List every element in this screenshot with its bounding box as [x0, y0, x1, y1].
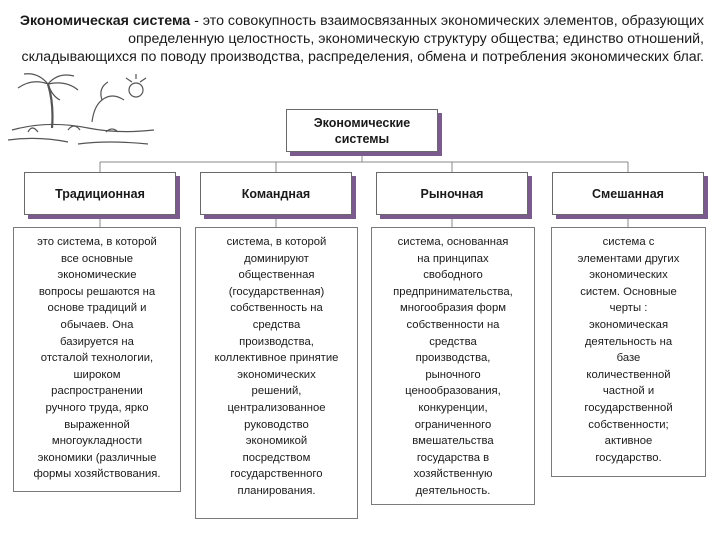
type-mixed-description: система с элементами других экономических систем. Основные черты : экономическая деятельность на базе количественной частной и государственной собственности; активное государство.	[551, 227, 706, 477]
definition-body: - это совокупность взаимосвязанных экономических элементов, образующих определенную целостность, экономическую структуру общества; единство отношений, складывающихся по поводу производства, распределения, обмена и потребления экономических благ.	[21, 13, 704, 65]
type-market-description: система, основанная на принципах свободного предпринимательства, многообразия форм собственности на средства производства, рыночного ценообразования, конкуренции, ограниченного вмешательства государства в хозяйственную деятельность.	[371, 227, 535, 505]
root-label-line2: системы	[334, 131, 390, 146]
type-traditional-header: Традиционная	[24, 172, 176, 215]
type-mixed-header: Смешанная	[552, 172, 704, 215]
root-label-line1: Экономические	[313, 115, 411, 130]
type-command-header: Командная	[200, 172, 352, 215]
type-market-header: Рыночная	[376, 172, 528, 215]
type-command-description: система, в которой доминируют общественная (государственная) собственность на средства производства, коллективное принятие экономических решений, централизованное руководство экономикой посредством государственного планирования.	[195, 227, 358, 519]
definition-term: Экономическая система	[19, 13, 191, 29]
root-node	[286, 109, 438, 152]
type-traditional-description: это система, в которой все основные экономические вопросы решаются на основе традиций и обычаев. Она базируется на отсталой технологии, широком распространении ручного труда, ярко выраженной многоукладности экономики (различные формы хозяйствования.	[13, 227, 181, 492]
